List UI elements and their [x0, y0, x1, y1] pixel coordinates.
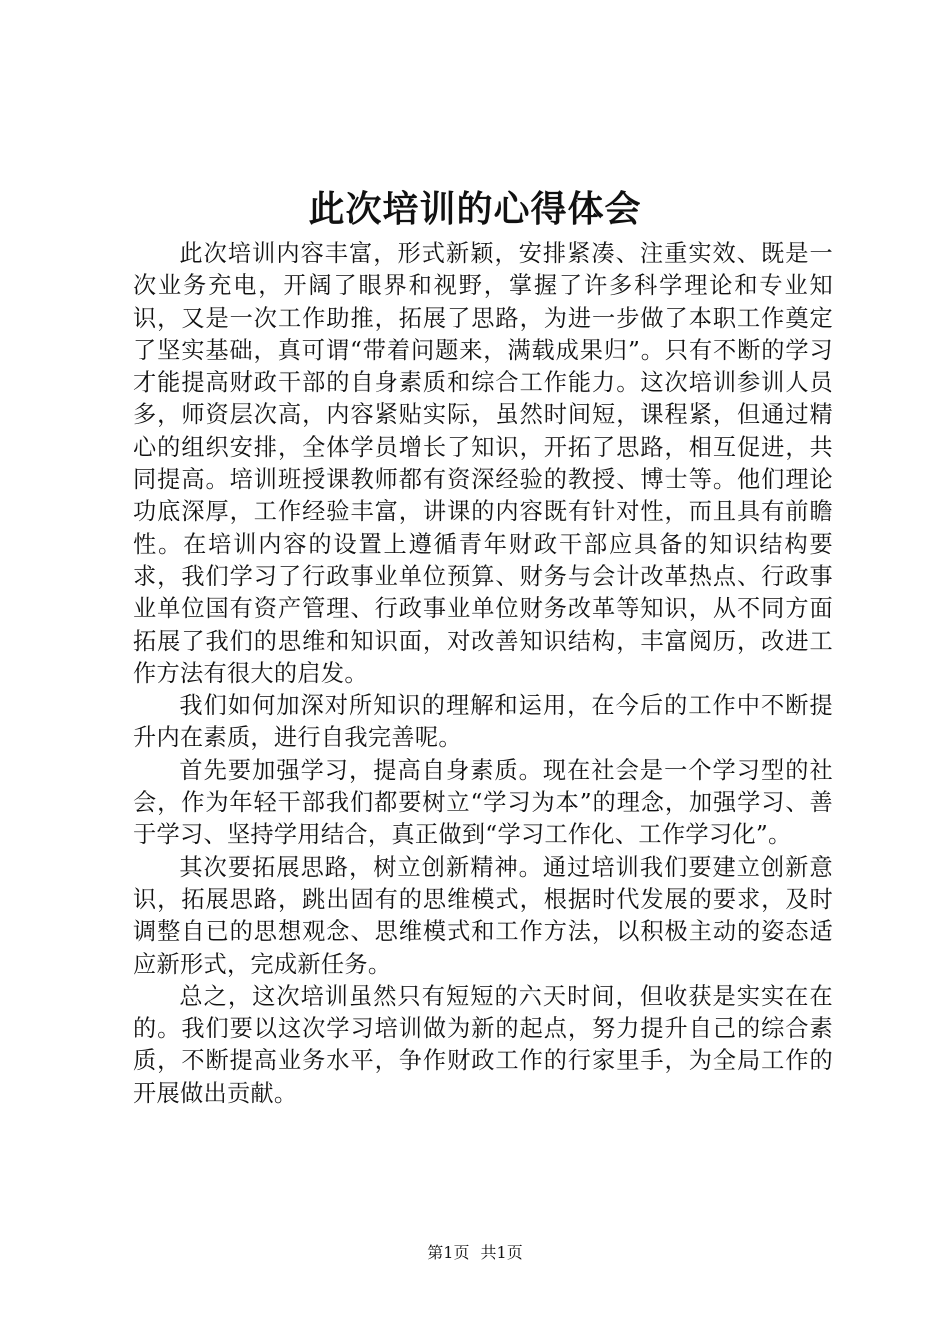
paragraph: 总之，这次培训虽然只有短短的六天时间，但收获是实实在在的。我们要以这次学习培训做为新的起点，努力提升自己的综合素质，不断提高业务水平，争作财政工作的行家里手，为全局工作的开展做出贡献。 — [133, 982, 833, 1107]
paragraph: 首先要加强学习，提高自身素质。现在社会是一个学习型的社会，作为年轻干部我们都要树立“学习为本”的理念，加强学习、善于学习、坚持学用结合，真正做到“学习工作化、工作学习化”。 — [133, 756, 833, 849]
page-title: 此次培训的心得体会 — [308, 188, 642, 230]
page-footer — [0, 1241, 950, 1265]
paragraph: 此次培训内容丰富，形式新颖，安排紧凑、注重实效、既是一次业务充电，开阔了眼界和视野，掌握了许多科学理论和专业知识，又是一次工作助推，拓展了思路，为进一步做了本职工作奠定了坚实基础，真可谓“带着问题来，满载成果归”。只有不断的学习才能提高财政干部的自身素质和综合工作能力。这次培训参训人员多，师资层次高，内容紧贴实际，虽然时间短，课程紧，但通过精心的组织安排，全体学员增长了知识，开拓了思路，相互促进，共同提高。培训班授课教师都有资深经验的教授、博士等。他们理论功底深厚，工作经验丰富，讲课的内容既有针对性，而且具有前瞻性。在培训内容的设置上遵循青年财政干部应具备的知识结构要求，我们学习了行政事业单位预算、财务与会计改革热点、行政事业单位国有资产管理、行政事业单位财务改革等知识，从不同方面拓展了我们的思维和知识面，对改善知识结构，丰富阅历，改进工作方法有很大的启发。 — [133, 240, 833, 687]
page-number: 第1页 — [427, 1243, 470, 1262]
paragraph: 其次要拓展思路，树立创新精神。通过培训我们要建立创新意识，拓展思路，跳出固有的思维模式，根据时代发展的要求，及时调整自已的思想观念、思维模式和工作方法，以积极主动的姿态适应新形式，完成新任务。 — [133, 853, 833, 978]
paragraph: 我们如何加深对所知识的理解和运用，在今后的工作中不断提升内在素质，进行自我完善呢。 — [133, 692, 833, 752]
page-total: 共1页 — [480, 1243, 523, 1262]
document-body — [133, 238, 833, 1110]
